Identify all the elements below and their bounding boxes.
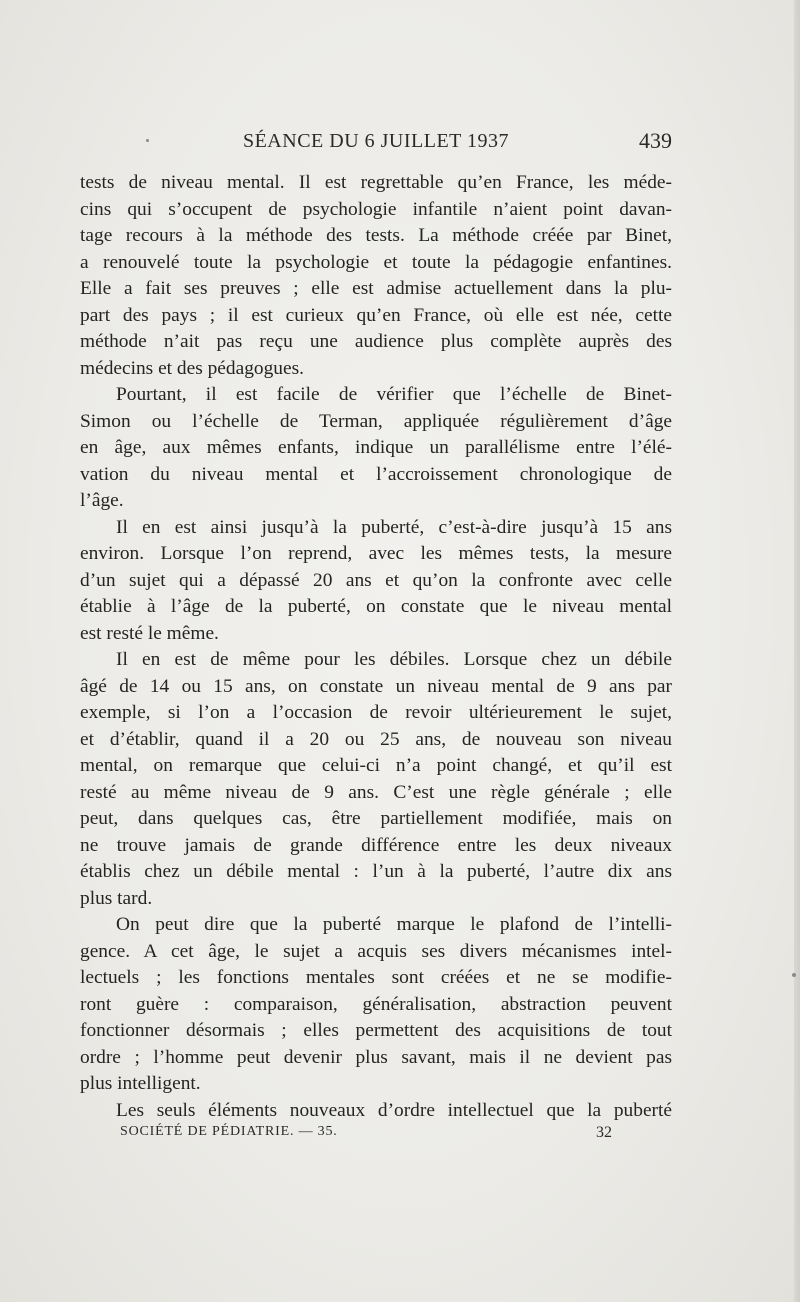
text-line: méthode n’ait pas reçu une audience plus complète auprès des	[80, 331, 672, 352]
text-line: Simon ou l’échelle de Terman, appliquée régulièrement d’âge	[80, 410, 672, 432]
paragraph-4	[80, 647, 672, 912]
text-line: Il en est ainsi jusqu’à la puberté, c’est-à-dire jusqu’à 15 ans	[116, 516, 672, 538]
text-line: environ. Lorsque l’on reprend, avec les mêmes tests, la mesure	[80, 543, 672, 564]
text-line: plus intelligent.	[80, 1073, 201, 1094]
text-line: On peut dire que la puberté marque le plafond de l’intelli-	[116, 914, 672, 935]
body-text	[80, 170, 672, 1124]
text-line: et d’établir, quand il a 20 ou 25 ans, de nouveau son niveau	[80, 728, 672, 750]
paragraph-2	[80, 382, 672, 515]
text-line: établie à l’âge de la puberté, on constate que le niveau mental	[80, 596, 672, 617]
text-line: exemple, si l’on a l’occasion de revoir ultérieurement le sujet,	[80, 702, 672, 723]
text-line: mental, on remarque que celui-ci n’a point changé, et qu’il est	[80, 755, 672, 776]
text-line: resté au même niveau de 9 ans. C’est une règle générale ; elle	[80, 781, 672, 803]
text-line: ordre ; l’homme peut devenir plus savant, mais il ne devient pas	[80, 1046, 672, 1068]
text-line: Les seuls éléments nouveaux d’ordre intellectuel que la puberté	[116, 1099, 672, 1121]
text-line: fonctionner désormais ; elles permettent des acquisitions de tout	[80, 1020, 672, 1041]
text-line: plus tard.	[80, 887, 153, 909]
scan-speck	[792, 973, 796, 977]
text-line: lectuels ; les fonctions mentales sont créées et ne se modifie-	[80, 967, 672, 988]
running-head-title: SÉANCE DU 6 JUILLET 1937	[242, 130, 510, 152]
text-line: établis chez un débile mental : l’un à la puberté, l’autre dix ans	[80, 861, 672, 882]
text-line: cins qui s’occupent de psychologie infantile n’aient point davan-	[80, 198, 672, 220]
text-line: tests de niveau mental. Il est regrettable qu’en France, les méde-	[80, 172, 672, 193]
text-line: tage recours à la méthode des tests. La méthode créée par Binet,	[80, 225, 672, 246]
printer-signature: SOCIÉTÉ DE PÉDIATRIE. — 35.	[120, 1124, 338, 1139]
text-line: part des pays ; il est curieux qu’en France, où elle est née, cette	[80, 304, 672, 326]
text-line: gence. A cet âge, le sujet a acquis ses divers mécanismes intel-	[80, 940, 672, 962]
text-line: Pourtant, il est facile de vérifier que l’échelle de Binet-	[116, 384, 672, 405]
paragraph-3	[80, 515, 672, 648]
text-line: âgé de 14 ou 15 ans, on constate un niveau mental de 9 ans par	[80, 675, 672, 697]
text-line: vation du niveau mental et l’accroissement chronologique de	[80, 463, 672, 485]
text-line: ne trouve jamais de grande différence entre les deux niveaux	[80, 834, 672, 856]
footer	[80, 1124, 672, 1148]
text-line: ront guère : comparaison, généralisation, abstraction peuvent	[80, 993, 672, 1015]
text-line: d’un sujet qui a dépassé 20 ans et qu’on la confronte avec celle	[80, 569, 672, 591]
text-line: en âge, aux mêmes enfants, indique un parallélisme entre l’élé-	[80, 437, 672, 458]
text-line: Elle a fait ses preuves ; elle est admise actuellement dans la plu-	[80, 278, 672, 299]
text-line: est resté le même.	[80, 622, 219, 644]
text-line: l’âge.	[80, 490, 124, 511]
scan-speck	[146, 139, 149, 142]
sheet-number: 32	[596, 1124, 612, 1141]
running-head	[80, 128, 672, 158]
page-edge-shadow	[794, 0, 800, 1302]
text-line: Il en est de même pour les débiles. Lorsque chez un débile	[116, 649, 672, 670]
page-number: 439	[639, 128, 672, 153]
paragraph-6	[80, 1098, 672, 1125]
text-line: a renouvelé toute la psychologie et toute la pédagogie enfantines.	[80, 251, 672, 273]
paragraph-1	[80, 170, 672, 382]
text-line: peut, dans quelques cas, être partiellement modifiée, mais on	[80, 808, 672, 829]
paragraph-5	[80, 912, 672, 1098]
text-line: médecins et des pédagogues.	[80, 357, 304, 379]
